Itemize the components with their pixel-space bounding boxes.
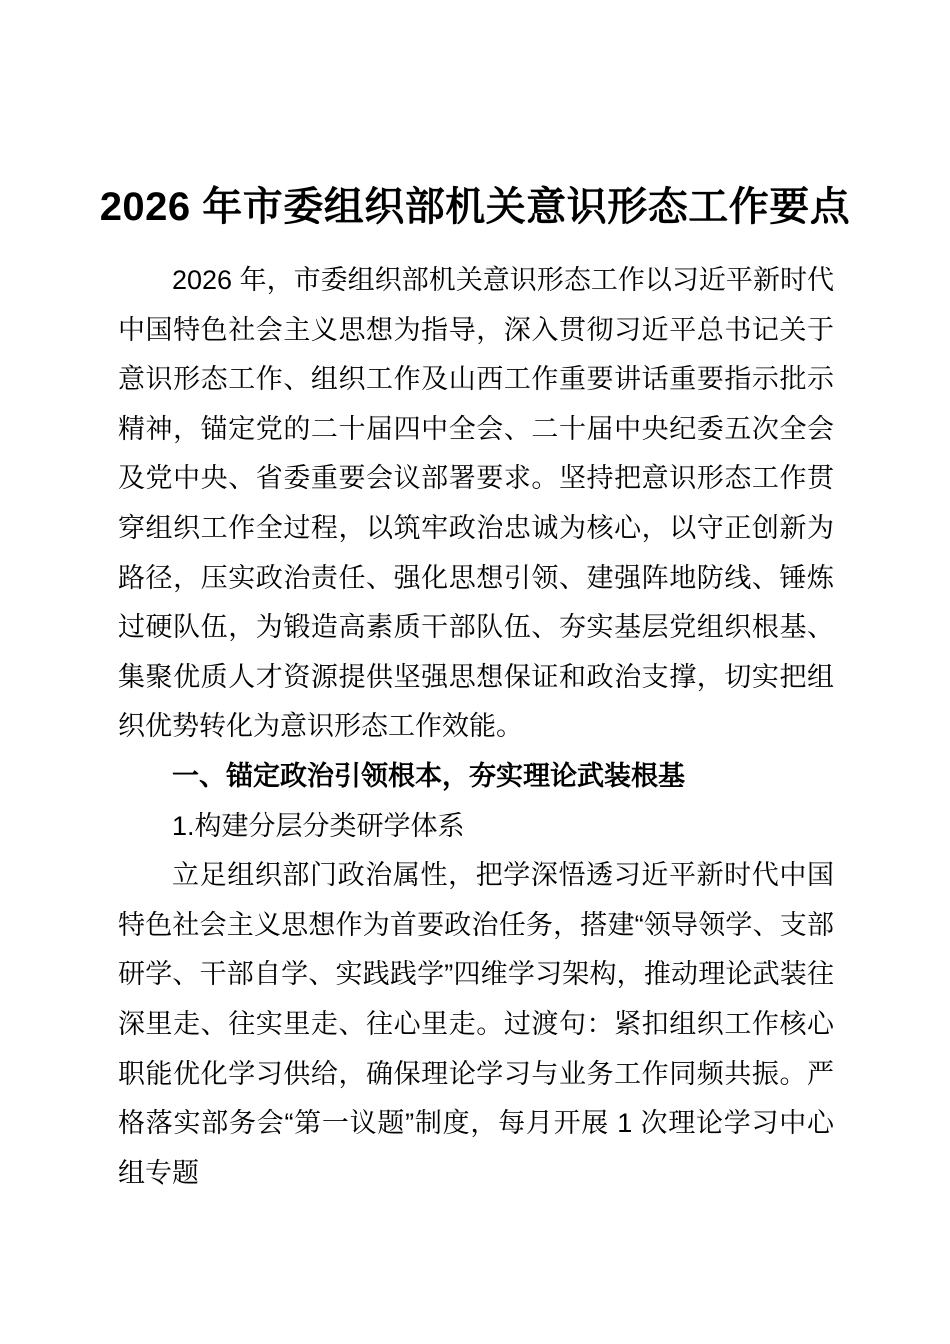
paragraph-body: 立足组织部门政治属性，把学深悟透习近平新时代中国特色社会主义思想作为首要政治任务，搭建“领导领学、支部研学、干部自学、实践践学”四维学习架构，推动理论武装往深里走、往实里走、往心里走。过渡句：紧扣组织工作核心职能优化学习供给，确保理论学习与业务工作同频共振。严格落实部务会“第一议题”制度，每月开展 1 次理论学习中心组专题 (118, 860, 834, 1188)
section-heading: 一、锚定政治引领根本，夯实理论武装根基 (172, 760, 685, 791)
doc-body (118, 256, 834, 1198)
paragraph-intro: 2026 年，市委组织部机关意识形态工作以习近平新时代中国特色社会主义思想为指导，深入贯彻习近平总书记关于意识形态工作、组织工作及山西工作重要讲话重要指示批示精神，锚定党的二十届四中全会、二十届中央纪委五次全会及党中央、省委重要会议部署要求。坚持把意识形态工作贯穿组织工作全过程，以筑牢政治忠诚为核心，以守正创新为路径，压实政治责任、强化思想引领、建强阵地防线、锤炼过硬队伍，为锻造高素质干部队伍、夯实基层党组织根基、集聚优质人才资源提供坚强思想保证和政治支撑，切实把组织优势转化为意识形态工作效能。 (118, 265, 834, 742)
doc-title: 2026 年市委组织部机关意识形态工作要点 (99, 185, 851, 229)
sub-heading: 1.构建分层分类研学体系 (172, 810, 465, 841)
